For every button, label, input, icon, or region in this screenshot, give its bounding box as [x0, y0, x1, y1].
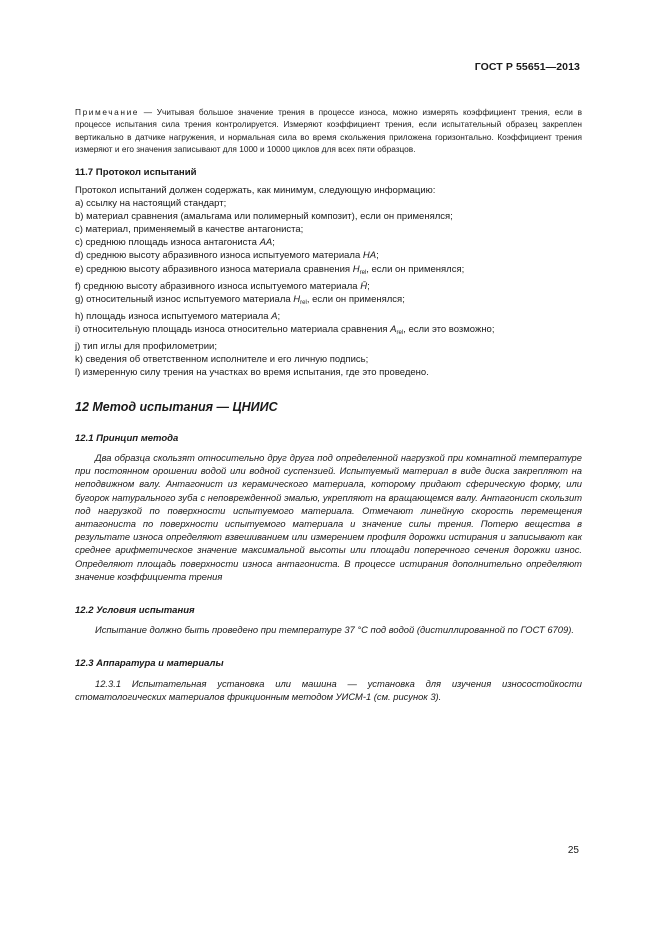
list-item-l: l) измеренную силу трения на участках во время испытания, где это проведено. — [75, 367, 429, 379]
list-item-c2-text: с) среднюю площадь износа антагониста — [75, 237, 260, 249]
list-item-a: а) ссылку на настоящий стандарт; — [75, 198, 227, 210]
document-header: ГОСТ Р 55651—2013 — [474, 61, 580, 73]
list-item-e — [75, 263, 582, 280]
list-item-c2-var: АА — [259, 237, 273, 249]
list-item-e-sub: rel — [359, 269, 367, 276]
list-item-k: k) сведения об ответственном исполнителе и его личную подпись; — [75, 354, 369, 366]
list-item-i-end: , если это возможно; — [403, 323, 495, 335]
list-item-h-text: h) площадь износа испытуемого материала — [75, 310, 272, 322]
list-item-c2-end: ; — [272, 237, 275, 249]
heading-12-2: 12.2 Условия испытания — [75, 605, 195, 616]
heading-12-3: 12.3 Аппаратура и материалы — [75, 658, 224, 669]
list-item-c: с) материал, применяемый в качестве антагониста; — [75, 224, 304, 236]
list-item-c2 — [75, 236, 582, 249]
list-item-e-text: е) среднюю высоту абразивного износа материала сравнения — [75, 263, 353, 275]
list-item-h — [75, 310, 582, 323]
list-item-b: b) материал сравнения (амальгама или полимерный композит), если он применялся; — [75, 211, 453, 223]
list-item-f-var: H̄ — [360, 280, 368, 292]
list-item-i-sub: rel — [396, 329, 404, 336]
note-paragraph — [75, 106, 582, 156]
heading-12-1: 12.1 Принцип метода — [75, 433, 179, 444]
protocol-list — [75, 184, 582, 379]
list-item-f — [75, 280, 582, 293]
list-item-i — [75, 323, 582, 340]
heading-11-7: 11.7 Протокол испытаний — [75, 167, 197, 178]
heading-12: 12 Метод испытания — ЦНИИС — [75, 400, 278, 414]
paragraph-12-2: Испытание должно быть проведено при температуре 37 °С под водой (дистиллированной по ГОСТ 6709). — [95, 624, 574, 635]
list-item-h-end: ; — [277, 310, 281, 322]
paragraph-12-1: Два образца скользят относительно друг друга под определенной нагрузкой при комнатной температуре при постоянном орошении водой или водной суспензией. Испытуемый материал в виде диска закрепляют на неподвижном валу. Антагонист из керамического материала, которому придают сферическую форму, или бугорок натурального зуба с неповрежденной эмалью, укрепляют на вращающемся валу. Антагонист скользит под нагрузкой по поверхности испытуемого материала. Отмечают линейную скорость перемещения антагониста по поверхности испытуемого материала и значение силы трения. Потерю вещества в результате износа определяют взвешиванием или измерением профиля дорожки истирания и записывают как среднее арифметическое значение максимальной высоты или площади поперечного сечения дорожки износ. Определяют площадь поверхности износа антагониста. В процессе истирания дополнительно определяют значение коэффициента трения — [75, 452, 582, 582]
list-item-g-sub: rel — [300, 299, 307, 306]
list-item-h-var: А — [271, 310, 278, 322]
list-item-g — [75, 293, 582, 310]
note-text: — Учитывая большое значение трения в процессе износа, можно измерять коэффициент трения, если в процессе испытания сила трения контролируется. Измеряют коэффициент трения, если испытательный образец закреплен вертикально в датчике нагружения, и нормальная сила во время скольжения приложена горизонтально. Коэффициент трения измеряют и его значения записывают для 1000 и 10000 циклов для всех пяти образцов. — [75, 107, 582, 155]
list-item-d — [75, 249, 582, 262]
list-item-j: j) тип иглы для профилометрии; — [75, 341, 217, 353]
list-item-e-end: , если он применялся; — [366, 263, 465, 275]
list-item-g-text: g) относительный износ испытуемого материала — [75, 293, 294, 305]
paragraph-12-3-1: 12.3.1 Испытательная установка или машина — установка для изучения износостойкости стоматологических материалов фрикционным методом УИСМ-1 (см. рисунок 3). — [75, 678, 582, 703]
list-item-d-end: ; — [376, 250, 379, 262]
list-item-f-end: ; — [367, 280, 370, 292]
page-number: 25 — [567, 845, 579, 856]
list-item-d-text: d) среднюю высоту абразивного износа испытуемого материала — [75, 250, 363, 262]
list-item-e-var: H — [352, 263, 360, 275]
list-item-g-end: , если он применялся; — [306, 293, 405, 305]
protocol-intro: Протокол испытаний должен содержать, как минимум, следующую информацию: — [75, 185, 436, 196]
list-item-d-var: НА — [362, 250, 377, 262]
list-item-g-var: H — [293, 293, 301, 305]
list-item-f-text: f) среднюю высоту абразивного износа испытуемого материала — [75, 280, 361, 292]
list-item-i-var: A — [390, 323, 397, 335]
note-label: Примечание — [75, 107, 140, 117]
list-item-i-text: i) относительную площадь износа относительно материала сравнения — [75, 323, 391, 335]
